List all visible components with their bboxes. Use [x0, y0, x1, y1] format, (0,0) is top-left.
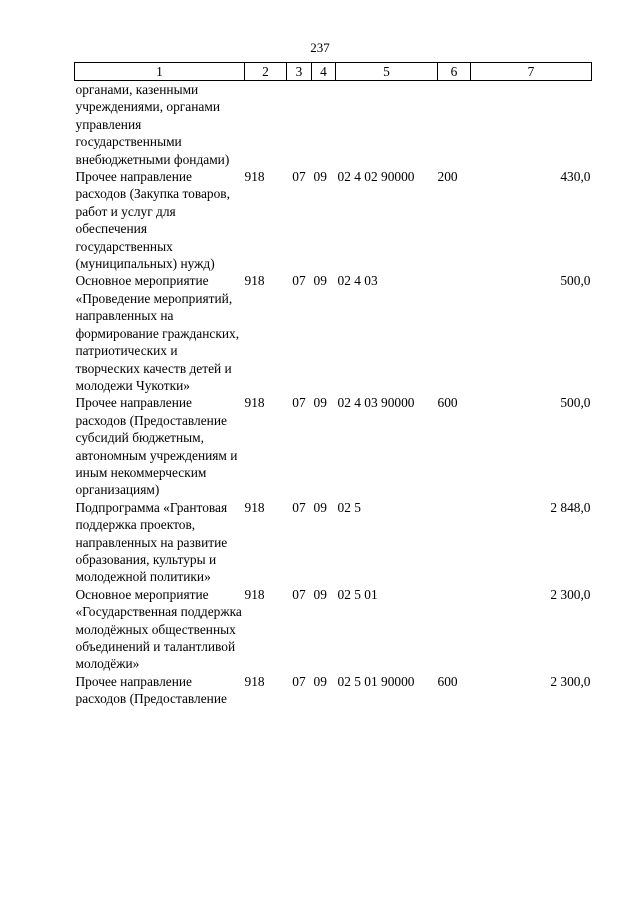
row-amount: 2 300,0 — [550, 673, 591, 689]
row-name: Прочее направление расходов (Закупка товаров, работ и услуг для обеспечения государственных (муниципальных) нужд) — [75, 169, 230, 272]
table-row — [75, 673, 592, 708]
row-name: Основное мероприятие «Государственная поддержка молодёжных общественных объединений и талантливой молодёжи» — [75, 586, 242, 672]
row-target-article — [336, 81, 438, 169]
row-amount: 500,0 — [560, 273, 591, 289]
row-expense-type: 600 — [437, 395, 458, 411]
row-subsection — [312, 81, 336, 169]
row-expense-type: 600 — [437, 673, 458, 689]
row-subsection: 09 — [313, 673, 327, 689]
header-cell: 5 — [336, 63, 438, 81]
header-cell: 3 — [287, 63, 312, 81]
row-ministry: 918 — [244, 169, 265, 185]
row-expense-type — [438, 499, 471, 586]
row-subsection: 09 — [313, 169, 327, 185]
row-subsection: 09 — [313, 273, 327, 289]
row-ministry: 918 — [244, 499, 265, 515]
row-name: Основное мероприятие «Проведение мероприятий, направленных на формирование гражданских, патриотических и творческих качеств детей и молодежи Чукотки» — [75, 273, 240, 393]
row-target-article: 02 5 01 — [337, 586, 378, 602]
row-name: Подпрограмма «Грантовая поддержка проектов, направленных на развитие образования, культуры и молодежной политики» — [75, 499, 228, 585]
row-ministry: 918 — [244, 395, 265, 411]
header-cell: 4 — [312, 63, 336, 81]
row-target-article: 02 4 02 90000 — [337, 169, 415, 185]
row-section: 07 — [292, 586, 306, 602]
row-amount: 500,0 — [560, 395, 591, 411]
row-ministry — [245, 81, 287, 169]
row-ministry: 918 — [244, 586, 265, 602]
header-cell: 1 — [75, 63, 245, 81]
row-ministry: 918 — [244, 273, 265, 289]
row-subsection: 09 — [313, 499, 327, 515]
row-name: органами, казенными учреждениями, органами управления государственными внебюджетными фондами) — [75, 82, 230, 167]
row-name: Прочее направление расходов (Предоставление — [75, 673, 227, 707]
page-number: 237 — [310, 40, 330, 55]
row-target-article: 02 5 01 90000 — [337, 673, 415, 689]
row-target-article: 02 5 — [337, 499, 361, 515]
row-expense-type — [438, 272, 471, 394]
table-row — [75, 272, 592, 394]
row-section: 07 — [292, 395, 306, 411]
row-expense-type — [438, 586, 471, 673]
row-subsection: 09 — [313, 586, 327, 602]
row-section: 07 — [292, 673, 306, 689]
table-row — [75, 499, 592, 586]
row-expense-type: 200 — [437, 169, 458, 185]
row-target-article: 02 4 03 — [337, 273, 378, 289]
row-amount: 430,0 — [560, 169, 591, 185]
header-cell: 6 — [438, 63, 471, 81]
row-section — [287, 81, 312, 169]
row-amount — [471, 81, 592, 169]
row-expense-type — [438, 81, 471, 169]
header-cell: 7 — [471, 63, 592, 81]
row-section: 07 — [292, 499, 306, 515]
row-name: Прочее направление расходов (Предоставление субсидий бюджетным, автономным учреждениям и иным некоммерческим организациям) — [75, 395, 238, 498]
table-row — [75, 81, 592, 169]
row-section: 07 — [292, 273, 306, 289]
table-row — [75, 168, 592, 272]
header-row — [75, 63, 592, 81]
row-target-article: 02 4 03 90000 — [337, 395, 415, 411]
header-cell: 2 — [245, 63, 287, 81]
row-amount: 2 300,0 — [550, 586, 591, 602]
row-ministry: 918 — [244, 673, 265, 689]
budget-table — [74, 62, 592, 708]
row-section: 07 — [292, 169, 306, 185]
table-row — [75, 586, 592, 673]
row-subsection: 09 — [313, 395, 327, 411]
row-amount: 2 848,0 — [550, 499, 591, 515]
table-row — [75, 394, 592, 498]
